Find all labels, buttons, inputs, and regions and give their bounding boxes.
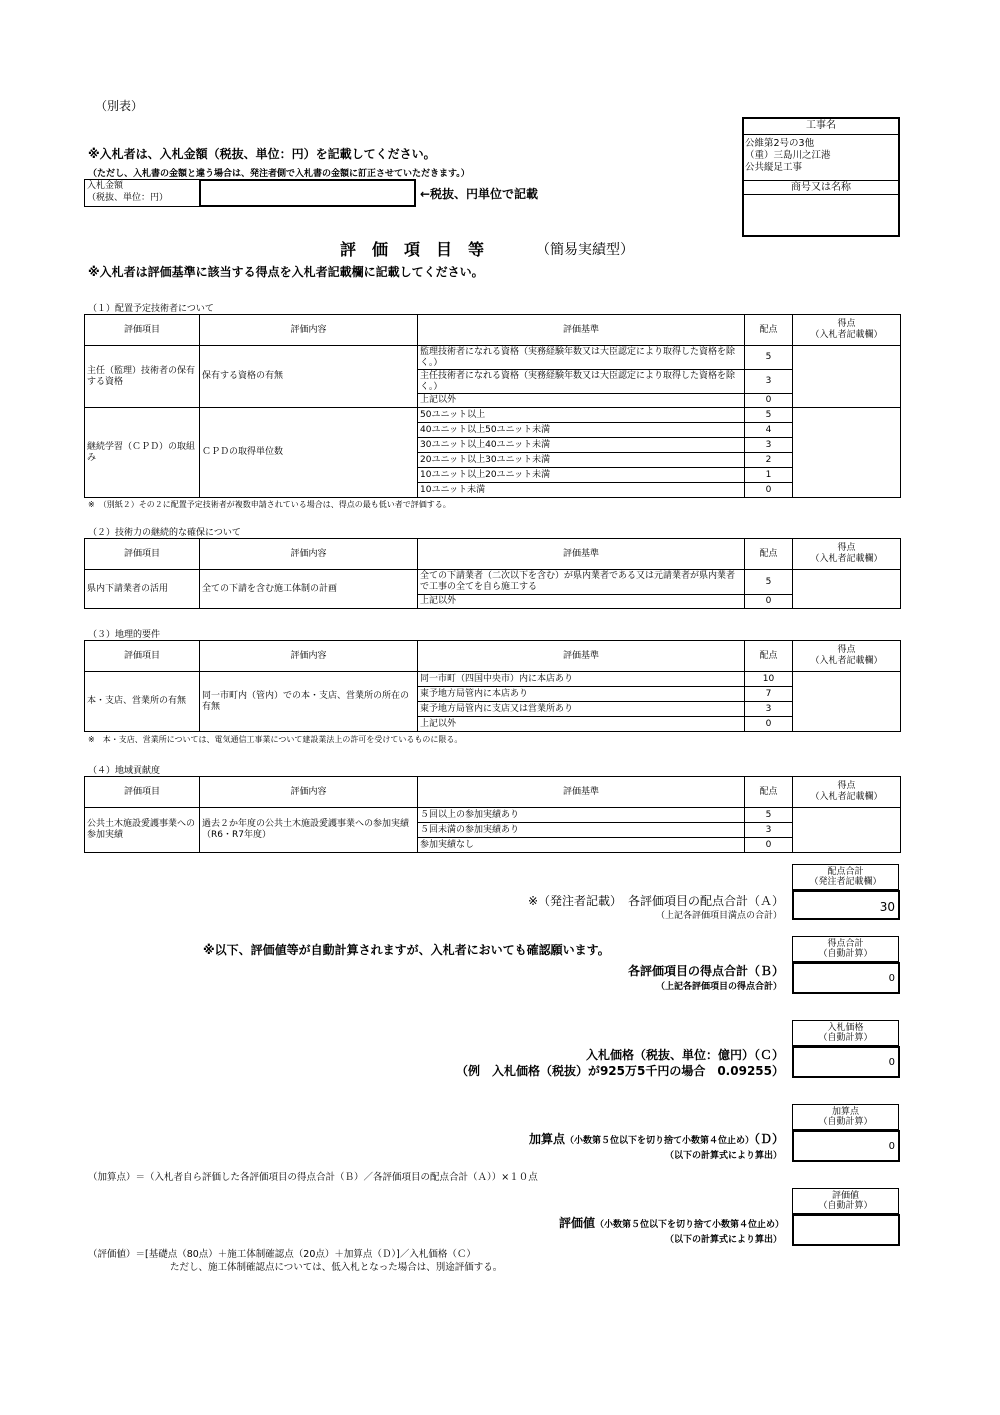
project-name-line2: （重）三島川之江港	[745, 150, 831, 161]
points-cell: 0	[745, 394, 793, 408]
score-input[interactable]	[793, 346, 901, 408]
evaluation-label	[400, 1214, 784, 1231]
bid-price-example: （例 入札価格（税抜）が925万5千円の場合 0.09255）	[455, 1064, 784, 1078]
table-row	[85, 808, 901, 823]
bonus-points-sub: （以下の計算式により算出）	[664, 1151, 782, 1161]
item-cell: 主任（監理）技術者の保有する資格	[85, 346, 200, 408]
bid-price-box-line2: （自動計算）	[818, 1033, 873, 1043]
item-cell: 県内下請業者の活用	[85, 570, 200, 609]
criteria-cell: ５回未満の参加実績あり	[418, 823, 745, 838]
bonus-points-label-main: 加算点	[528, 1132, 565, 1146]
evaluation-label-main: 評価値	[558, 1216, 595, 1230]
table-header-row	[85, 641, 901, 672]
points-cell: 3	[745, 438, 793, 453]
col-content: 評価内容	[200, 539, 418, 570]
criteria-cell: 上記以外	[418, 595, 745, 609]
total-points-box-line2: （発注者記載欄）	[809, 877, 882, 887]
col-score	[793, 315, 901, 346]
points-cell: 3	[745, 370, 793, 394]
project-name-line3: 公共縦足工事	[745, 162, 803, 173]
table-header-row	[85, 539, 901, 570]
bid-instruction: ※入札者は、入札金額（税抜、単位：円）を記載してください。	[88, 147, 436, 161]
project-name-line1: 公維第2号の3他	[745, 138, 815, 149]
bonus-points-label-small: （小数第５位以下を切り捨て小数第４位止め）	[564, 1136, 754, 1146]
section3-title: （３）地理的要件	[88, 630, 161, 640]
section1-note: ※ （別紙２）その２に配置予定技術者が複数申請されている場合は、得点の最も低い者で評価する。	[88, 500, 451, 509]
content-cell: 過去２か年度の公共土木施設愛護事業への参加実績（R6・R7年度）	[200, 808, 418, 853]
content-cell: 保有する資格の有無	[200, 346, 418, 408]
col-content: 評価内容	[200, 315, 418, 346]
total-points-sub: （上記各評価項目満点の合計）	[655, 911, 782, 921]
points-cell: 0	[745, 595, 793, 609]
evaluation-label-small: （小数第５位以下を切り捨て小数第４位止め）	[594, 1220, 784, 1230]
points-cell: 4	[745, 423, 793, 438]
points-cell: 5	[745, 346, 793, 370]
content-cell: 全ての下請を含む施工体制の計画	[200, 570, 418, 609]
bid-instruction-note: （ただし、入札書の金額と違う場合は、発注者側で入札書の金額に訂正させていただきます。）	[88, 169, 470, 179]
item-cell: 公共土木施設愛護事業への参加実績	[85, 808, 200, 853]
bid-amount-label-cell	[84, 179, 200, 207]
item-cell: 継続学習（ＣＰＤ）の取組み	[85, 408, 200, 498]
total-score-value: 0	[792, 962, 900, 994]
evaluation-box-label	[792, 1188, 899, 1214]
col-score-line1: 得点	[837, 645, 856, 655]
bonus-points-value: 0	[792, 1130, 900, 1162]
score-input[interactable]	[793, 408, 901, 498]
total-points-value: 30	[792, 890, 900, 920]
bid-amount-input[interactable]	[199, 179, 416, 207]
points-cell: 7	[745, 687, 793, 702]
criteria-cell: 参加実績なし	[418, 838, 745, 853]
col-score-line1: 得点	[837, 543, 856, 553]
points-cell: 5	[745, 808, 793, 823]
evaluation-formula-note: ただし、施工体制確認点については、低入札となった場合は、別途評価する。	[170, 1262, 503, 1273]
total-points-label: ※（発注者記載） 各評価項目の配点合計（Ａ）	[527, 894, 784, 908]
col-item: 評価項目	[85, 315, 200, 346]
points-cell: 0	[745, 483, 793, 498]
score-instruction: ※入札者は評価基準に該当する得点を入札者記載欄に記載してください。	[88, 265, 484, 279]
col-criteria: 評価基準	[418, 641, 745, 672]
col-item: 評価項目	[85, 539, 200, 570]
col-criteria: 評価基準	[418, 315, 745, 346]
col-points: 配点	[745, 315, 793, 346]
col-score-line2: （入札者記載欄）	[810, 656, 883, 666]
criteria-cell: 上記以外	[418, 717, 745, 732]
col-score-line2: （入札者記載欄）	[810, 792, 883, 802]
col-score	[793, 777, 901, 808]
table-row	[85, 570, 901, 595]
evaluation-box-line2: （自動計算）	[818, 1201, 873, 1211]
criteria-cell: 監理技術者になれる資格（実務経験年数又は大臣認定により取得した資格を除く。）	[418, 346, 745, 370]
total-score-box-line2: （自動計算）	[818, 949, 873, 959]
criteria-cell: 上記以外	[418, 394, 745, 408]
col-item: 評価項目	[85, 641, 200, 672]
section1-title: （１）配置予定技術者について	[88, 304, 214, 314]
content-cell: ＣＰＤの取得単位数	[200, 408, 418, 498]
page-title: 評 価 項 目 等	[340, 240, 485, 259]
col-content: 評価内容	[200, 777, 418, 808]
col-score-line1: 得点	[837, 781, 856, 791]
criteria-cell: 全ての下請業者（二次以下を含む）が県内業者である又は元請業者が県内業者で工事の全てを自ら施工する	[418, 570, 745, 595]
col-score	[793, 641, 901, 672]
bonus-points-box-line2: （自動計算）	[818, 1117, 873, 1127]
section4-table	[84, 776, 901, 853]
points-cell: 5	[745, 408, 793, 423]
points-cell: 0	[745, 717, 793, 732]
total-score-box-line1: 得点合計	[827, 939, 864, 949]
total-points-box-line1: 配点合計	[827, 867, 864, 877]
company-name-input[interactable]	[744, 196, 898, 235]
table-row	[85, 672, 901, 687]
section4-title: （４）地域貢献度	[88, 766, 161, 776]
section2-title: （２）技術力の継続的な確保について	[88, 528, 241, 538]
evaluation-value	[792, 1214, 900, 1246]
col-score-line2: （入札者記載欄）	[810, 330, 883, 340]
total-score-box-label	[792, 936, 899, 962]
bonus-points-label	[400, 1130, 784, 1147]
criteria-cell: 50ユニット以上	[418, 408, 745, 423]
col-points: 配点	[745, 641, 793, 672]
bid-price-label: 入札価格（税抜、単位：億円）（Ｃ）	[585, 1048, 784, 1062]
bonus-points-label-end: （Ｄ）	[753, 1132, 784, 1146]
col-content: 評価内容	[200, 641, 418, 672]
score-input[interactable]	[793, 672, 901, 732]
criteria-cell: 10ユニット未満	[418, 483, 745, 498]
section3-note: ※ 本・支店、営業所については、電気通信工事業について建設業法上の許可を受けているものに限る。	[88, 735, 463, 744]
bid-amount-label-1: 入札金額	[87, 181, 124, 191]
col-score-line1: 得点	[837, 319, 856, 329]
section2-table	[84, 538, 901, 609]
criteria-cell: 30ユニット以上40ユニット未満	[418, 438, 745, 453]
col-score	[793, 539, 901, 570]
points-cell: 5	[745, 570, 793, 595]
total-score-label: 各評価項目の得点合計（Ｂ）	[627, 964, 784, 978]
table-header-row	[85, 777, 901, 808]
points-cell: 0	[745, 838, 793, 853]
criteria-cell: 東予地方局管内に支店又は営業所あり	[418, 702, 745, 717]
criteria-cell: ５回以上の参加実績あり	[418, 808, 745, 823]
project-name-value	[745, 138, 831, 174]
criteria-cell: 東予地方局管内に本店あり	[418, 687, 745, 702]
table-header-row	[85, 315, 901, 346]
points-cell: 2	[745, 453, 793, 468]
evaluation-box-line1: 評価値	[831, 1191, 859, 1201]
criteria-cell: 20ユニット以上30ユニット未満	[418, 453, 745, 468]
criteria-cell: 10ユニット以上20ユニット未満	[418, 468, 745, 483]
bid-price-value: 0	[792, 1046, 900, 1078]
points-cell: 3	[745, 823, 793, 838]
col-criteria: 評価基準	[418, 539, 745, 570]
bid-price-box-label	[792, 1020, 899, 1046]
criteria-cell: 同一市町（四国中央市）内に本店あり	[418, 672, 745, 687]
evaluation-formula: （評価値）＝[基礎点（80点）＋施工体制確認点（20点）＋加算点（Ｄ）]／入札価格（Ｃ）	[88, 1249, 476, 1260]
col-criteria: 評価基準	[418, 777, 745, 808]
section1-table	[84, 314, 901, 498]
col-item: 評価項目	[85, 777, 200, 808]
table-row	[85, 408, 901, 423]
auto-calc-note: ※以下、評価値等が自動計算されますが、入札者においても確認願います。	[203, 943, 610, 957]
score-input[interactable]	[793, 570, 901, 609]
company-name-label: 商号又は名称	[742, 180, 900, 195]
table-row	[85, 346, 901, 370]
total-score-sub: （上記各評価項目の得点合計）	[655, 982, 782, 992]
score-input[interactable]	[793, 808, 901, 853]
bonus-points-box-label	[792, 1104, 899, 1130]
bid-price-box-line1: 入札価格	[827, 1023, 864, 1033]
project-name-label: 工事名	[742, 117, 900, 135]
bid-amount-note: ←税抜、円単位で記載	[420, 187, 539, 201]
section3-table	[84, 640, 901, 732]
content-cell: 同一市町内（管内）での本・支店、営業所の所在の有無	[200, 672, 418, 732]
bonus-points-formula: （加算点）＝（入札者自ら評価した各評価項目の得点合計（Ｂ）／各評価項目の配点合計（Ａ））×１０点	[88, 1172, 538, 1183]
page-subtitle: （簡易実績型）	[536, 242, 634, 258]
col-points: 配点	[745, 539, 793, 570]
points-cell: 3	[745, 702, 793, 717]
points-cell: 10	[745, 672, 793, 687]
criteria-cell: 主任技術者になれる資格（実務経験年数又は大臣認定により取得した資格を除く。）	[418, 370, 745, 394]
total-points-box-label	[792, 864, 899, 890]
points-cell: 1	[745, 468, 793, 483]
betsuhyo-label: （別表）	[95, 99, 144, 113]
bid-amount-label-2: （税抜、単位：円）	[87, 193, 169, 203]
evaluation-sub: （以下の計算式により算出）	[664, 1235, 782, 1245]
item-cell: 本・支店、営業所の有無	[85, 672, 200, 732]
col-points: 配点	[745, 777, 793, 808]
criteria-cell: 40ユニット以上50ユニット未満	[418, 423, 745, 438]
bonus-points-box-line1: 加算点	[831, 1107, 859, 1117]
col-score-line2: （入札者記載欄）	[810, 554, 883, 564]
